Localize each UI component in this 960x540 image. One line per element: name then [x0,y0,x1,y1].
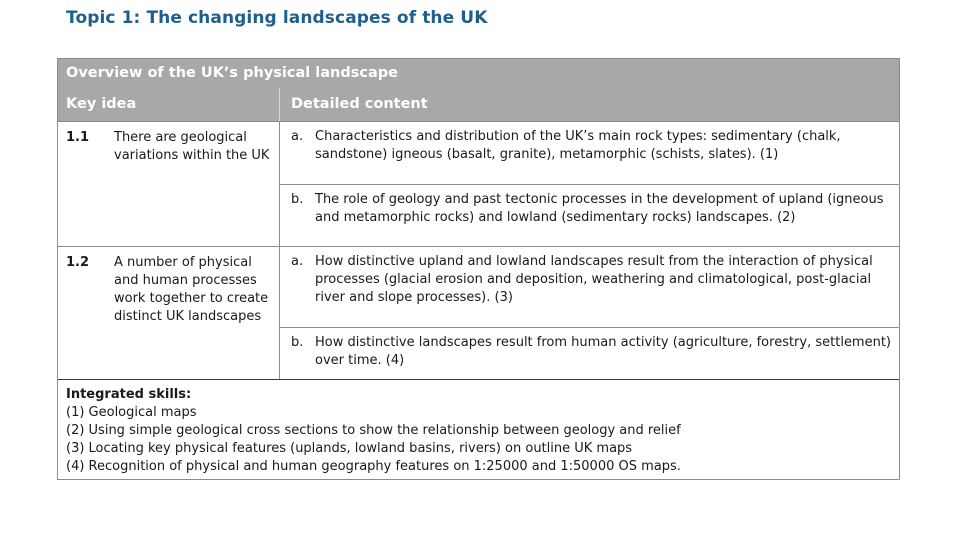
key-idea-text: There are geological variations within the UK [114,130,270,163]
overview-header: Overview of the UK’s physical landscape [58,59,899,88]
specification-table [57,58,900,480]
item-text: How distinctive upland and lowland landscapes result from the interaction of physical processes (glacial erosion and deposition, weathering and climatological, post-glacial river and slope processes). (3) [315,254,873,305]
item-letter: a. [291,129,304,144]
integrated-skills [58,379,899,479]
table-row [58,121,899,246]
item-text: The role of geology and past tectonic processes in the development of upland (igneous and metamorphic rocks) and lowland (sedimentary rocks) landscapes. (2) [315,192,884,225]
key-idea-cell [58,122,280,246]
key-idea-cell [58,247,280,379]
detailed-content-cell [280,122,899,246]
page-title: Topic 1: The changing landscapes of the UK [66,8,488,28]
item-letter: b. [291,192,304,207]
key-idea-text: A number of physical and human processes work together to create distinct UK landscapes [114,255,269,324]
column-headers [58,88,899,121]
skill-item: (1) Geological maps [66,405,197,420]
detailed-content-header: Detailed content [291,96,428,112]
detailed-content-cell [280,247,899,379]
item-text: Characteristics and distribution of the UK’s main rock types: sedimentary (chalk, sandstone) igneous (basalt, granite), metamorphic (schists, slates). (1) [315,129,841,162]
key-idea-number: 1.1 [66,130,90,145]
key-idea-header: Key idea [58,88,280,121]
content-item [280,247,899,327]
skill-item: (3) Locating key physical features (uplands, lowland basins, rivers) on outline UK maps [66,441,633,456]
key-idea-number: 1.2 [66,255,90,270]
item-letter: a. [291,254,304,269]
skill-item: (2) Using simple geological cross sections to show the relationship between geology and relief [66,423,681,438]
content-item [280,184,899,246]
item-text: How distinctive landscapes result from human activity (agriculture, forestry, settlement) over time. (4) [315,335,892,368]
content-item [280,327,899,379]
item-letter: b. [291,335,304,350]
table-row [58,246,899,379]
integrated-skills-title: Integrated skills: [66,387,192,402]
skill-item: (4) Recognition of physical and human geography features on 1:25000 and 1:50000 OS maps. [66,459,681,474]
content-item [280,122,899,184]
